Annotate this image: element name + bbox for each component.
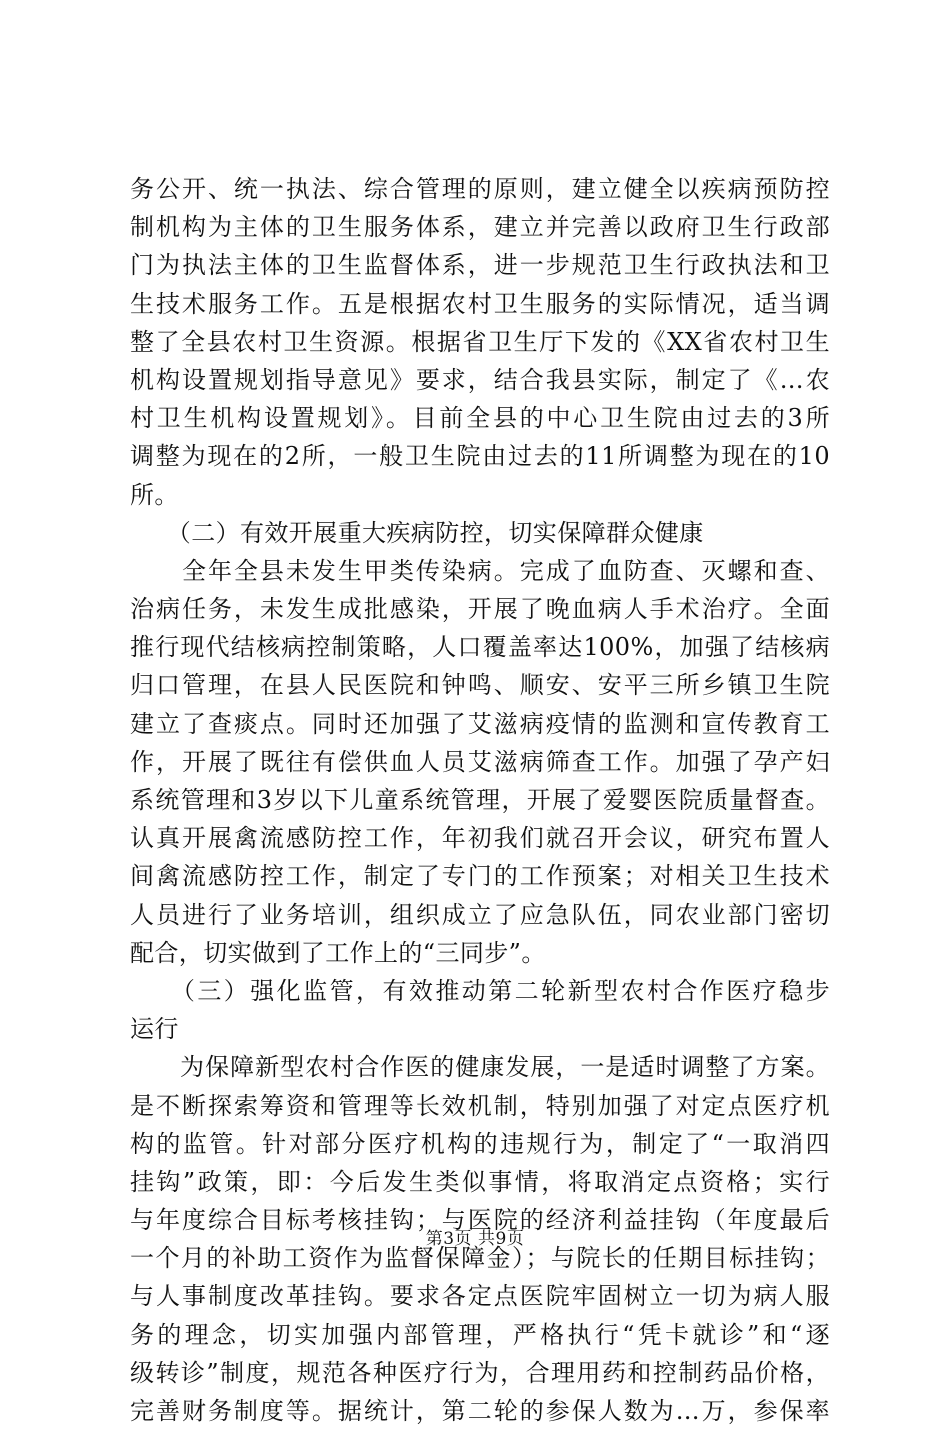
text-line: 务的理念，切实加强内部管理，严格执行“凭卡就诊”和“逐 bbox=[130, 1320, 830, 1349]
text-line: 与年度综合目标考核挂钩；与医院的经济利益挂钩（年度最后 bbox=[130, 1206, 830, 1235]
text-line: 机构设置规划指导意见》要求，结合我县实际，制定了《…农 bbox=[130, 365, 830, 394]
text-line: 配合，切实做到了工作上的“三同步”。 bbox=[130, 938, 546, 967]
text-line: 归口管理，在县人民医院和钟鸣、顺安、安平三所乡镇卫生院 bbox=[130, 671, 830, 700]
text-line: 所。 bbox=[130, 480, 179, 509]
text-line: 生技术服务工作。五是根据农村卫生服务的实际情况，适当调 bbox=[130, 289, 830, 318]
text-line: 构的监管。针对部分医疗机构的违规行为，制定了“一取消四 bbox=[130, 1129, 830, 1158]
page-number-label: 第3页 共9页 bbox=[425, 1229, 525, 1249]
text-line: （二）有效开展重大疾病防控，切实保障群众健康 bbox=[130, 518, 704, 547]
text-line: 治病任务，未发生成批感染，开展了晚血病人手术治疗。全面 bbox=[130, 595, 830, 624]
text-line: 村卫生机构设置规划》。目前全县的中心卫生院由过去的3所 bbox=[130, 404, 830, 433]
text-line: 为保障新型农村合作医的健康发展，一是适时调整了方案。 bbox=[130, 1053, 830, 1082]
text-line: 作，开展了既往有偿供血人员艾滋病筛查工作。加强了孕产妇 bbox=[130, 747, 830, 776]
text-line: 挂钩”政策，即：今后发生类似事情，将取消定点资格；实行 bbox=[130, 1167, 830, 1196]
text-line: 人员进行了业务培训，组织成立了应急队伍，同农业部门密切 bbox=[130, 900, 830, 929]
text-line: 调整为现在的2所，一般卫生院由过去的11所调整为现在的10 bbox=[130, 442, 830, 471]
text-line: 制机构为主体的卫生服务体系，建立并完善以政府卫生行政部 bbox=[130, 213, 830, 242]
text-line: 门为执法主体的卫生监督体系，进一步规范卫生行政执法和卫 bbox=[130, 251, 830, 280]
text-line: 与人事制度改革挂钩。要求各定点医院牢固树立一切为病人服 bbox=[130, 1282, 830, 1311]
text-line: 务公开、统一执法、综合管理的原则，建立健全以疾病预防控 bbox=[130, 175, 830, 203]
text-line: 推行现代结核病控制策略，人口覆盖率达100%，加强了结核病 bbox=[130, 633, 830, 662]
text-line: 全年全县未发生甲类传染病。完成了血防查、灭螺和查、 bbox=[130, 556, 830, 585]
text-line: （三）强化监管，有效推动第二轮新型农村合作医疗稳步 bbox=[130, 976, 830, 1005]
text-line: 运行 bbox=[130, 1015, 179, 1044]
text-line: 建立了查痰点。同时还加强了艾滋病疫情的监测和宣传教育工 bbox=[130, 709, 830, 738]
text-line: 认真开展禽流感防控工作，年初我们就召开会议，研究布置人 bbox=[130, 824, 830, 853]
text-line: 间禽流感防控工作，制定了专门的工作预案；对相关卫生技术 bbox=[130, 862, 830, 891]
text-line: 一个月的补助工资作为监督保障金）；与院长的任期目标挂钩； bbox=[130, 1244, 830, 1273]
text-line: 完善财务制度等。据统计，第二轮的参保人数为…万，参保率 bbox=[130, 1397, 830, 1425]
page-footer bbox=[0, 1227, 950, 1251]
text-line: 是不断探索筹资和管理等长效机制，特别加强了对定点医疗机 bbox=[130, 1091, 830, 1120]
text-line: 级转诊”制度，规范各种医疗行为，合理用药和控制药品价格， bbox=[130, 1358, 830, 1387]
text-line: 系统管理和3岁以下儿童系统管理，开展了爱婴医院质量督查。 bbox=[130, 786, 830, 814]
text-line: 整了全县农村卫生资源。根据省卫生厅下发的《XX省农村卫生 bbox=[130, 327, 830, 356]
